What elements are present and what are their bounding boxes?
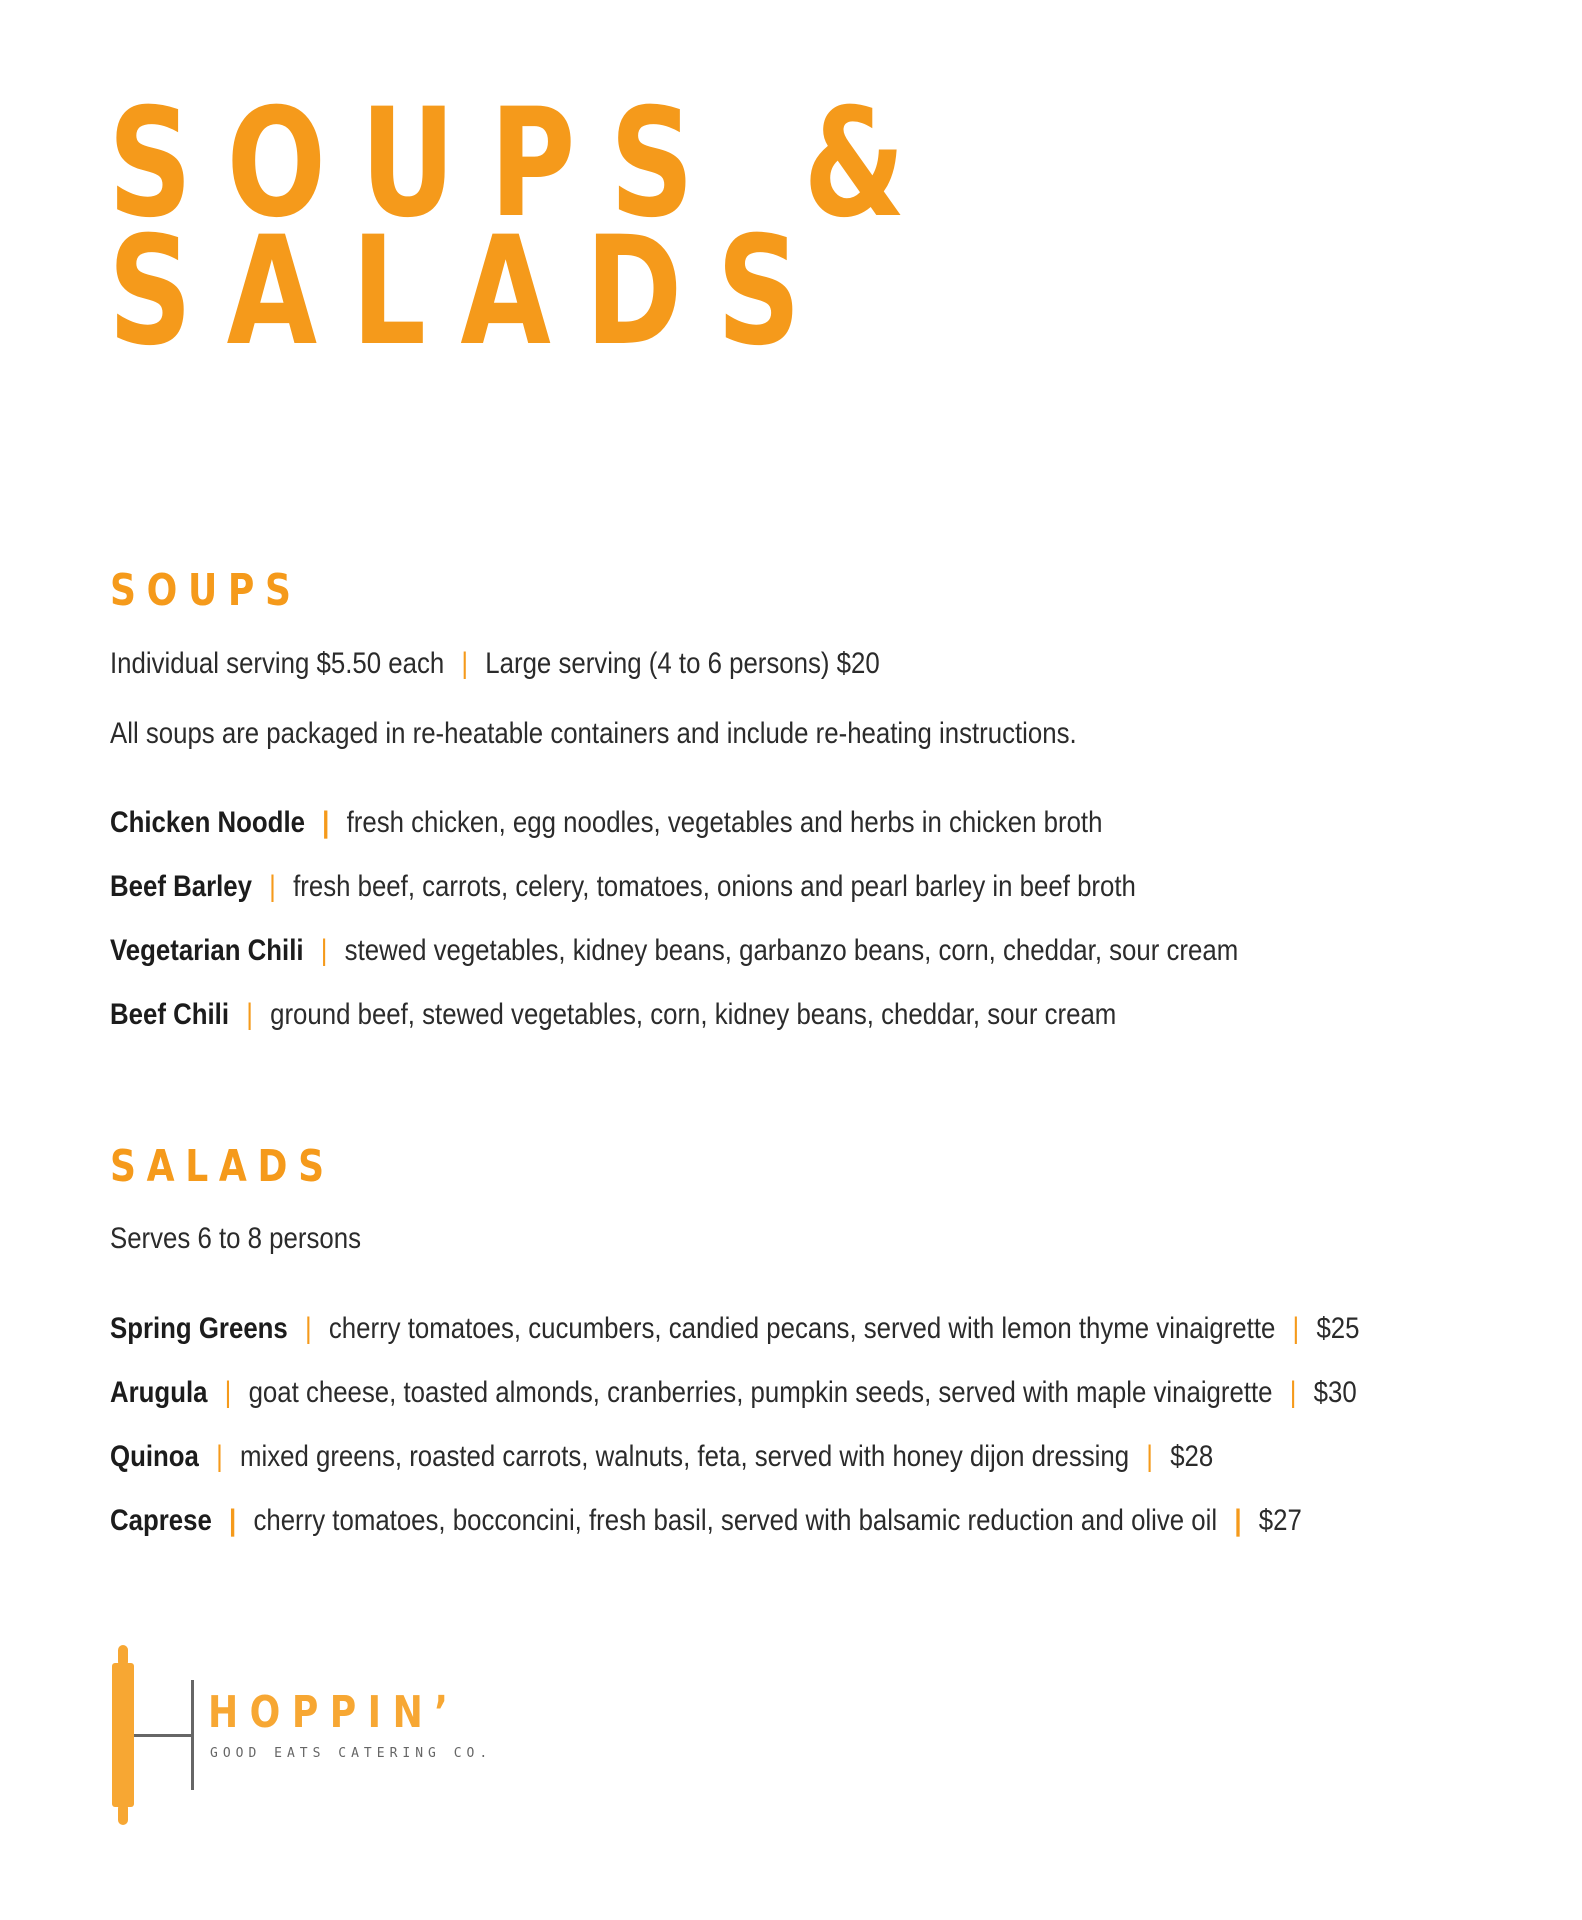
separator: | — [229, 1504, 237, 1537]
soups-heading: SOUPS — [110, 565, 302, 616]
soup-item — [110, 934, 1238, 968]
rolling-pin-h-icon — [104, 1645, 214, 1825]
logo-tagline: GOOD EATS CATERING CO. — [210, 1746, 493, 1761]
page-title-line-1: SOUPS & — [108, 77, 940, 251]
separator: | — [320, 934, 328, 967]
soups-individual-price: Individual serving $5.50 each — [110, 647, 445, 680]
page-title — [108, 77, 940, 379]
page-title-line-2: SALADS — [108, 205, 836, 379]
salad-item-price: $28 — [1170, 1440, 1214, 1473]
salad-item-description: goat cheese, toasted almonds, cranberries, pumpkin seeds, served with maple vinaigrette — [248, 1376, 1273, 1409]
separator: | — [322, 806, 330, 839]
soup-item — [110, 998, 1116, 1032]
separator: | — [304, 1312, 312, 1345]
soups-large-price: Large serving (4 to 6 persons) $20 — [485, 647, 880, 680]
separator: | — [246, 998, 253, 1031]
soups-pricing — [110, 647, 880, 681]
salad-item-name: Arugula — [110, 1376, 208, 1409]
soup-item-name: Beef Barley — [110, 870, 252, 903]
salad-item — [110, 1376, 1357, 1410]
salads-serves: Serves 6 to 8 persons — [110, 1222, 361, 1255]
salad-item-price: $30 — [1313, 1376, 1357, 1409]
salad-item-name: Caprese — [110, 1504, 212, 1537]
soup-item — [110, 806, 1102, 840]
soups-note: All soups are packaged in re-heatable containers and include re-heating instructions. — [110, 717, 1077, 750]
salad-item — [110, 1312, 1359, 1346]
soup-item-name: Chicken Noodle — [110, 806, 305, 839]
soup-item — [110, 870, 1136, 904]
salad-item-name: Quinoa — [110, 1440, 199, 1473]
separator: | — [216, 1440, 223, 1473]
salad-item — [110, 1440, 1213, 1474]
separator: | — [1234, 1504, 1242, 1537]
salad-item-description: mixed greens, roasted carrots, walnuts, feta, served with honey dijon dressing — [239, 1440, 1130, 1473]
separator: | — [269, 870, 276, 903]
salad-item-name: Spring Greens — [110, 1312, 288, 1345]
salad-item-price: $25 — [1316, 1312, 1360, 1345]
soup-item-description: fresh beef, carrots, celery, tomatoes, onions and pearl barley in beef broth — [293, 870, 1136, 903]
soup-item-description: stewed vegetables, kidney beans, garbanzo beans, corn, cheddar, sour cream — [344, 934, 1239, 967]
soup-item-name: Beef Chili — [110, 998, 229, 1031]
separator: | — [461, 647, 469, 680]
salad-item-description: cherry tomatoes, bocconcini, fresh basil, served with balsamic reduction and olive oil — [253, 1504, 1218, 1537]
soup-item-description: ground beef, stewed vegetables, corn, kidney beans, cheddar, sour cream — [270, 998, 1117, 1031]
salads-heading: SALADS — [110, 1141, 335, 1192]
separator: | — [1292, 1312, 1300, 1345]
logo — [104, 1645, 504, 1825]
logo-wordmark: HOPPIN’ — [208, 1687, 460, 1738]
separator: | — [1146, 1440, 1154, 1473]
salad-item — [110, 1504, 1302, 1538]
soup-item-name: Vegetarian Chili — [110, 934, 304, 967]
separator: | — [1289, 1376, 1297, 1409]
separator: | — [224, 1376, 232, 1409]
salad-item-price: $27 — [1258, 1504, 1302, 1537]
soup-item-description: fresh chicken, egg noodles, vegetables and herbs in chicken broth — [346, 806, 1103, 839]
salad-item-description: cherry tomatoes, cucumbers, candied pecans, served with lemon thyme vinaigrette — [328, 1312, 1276, 1345]
